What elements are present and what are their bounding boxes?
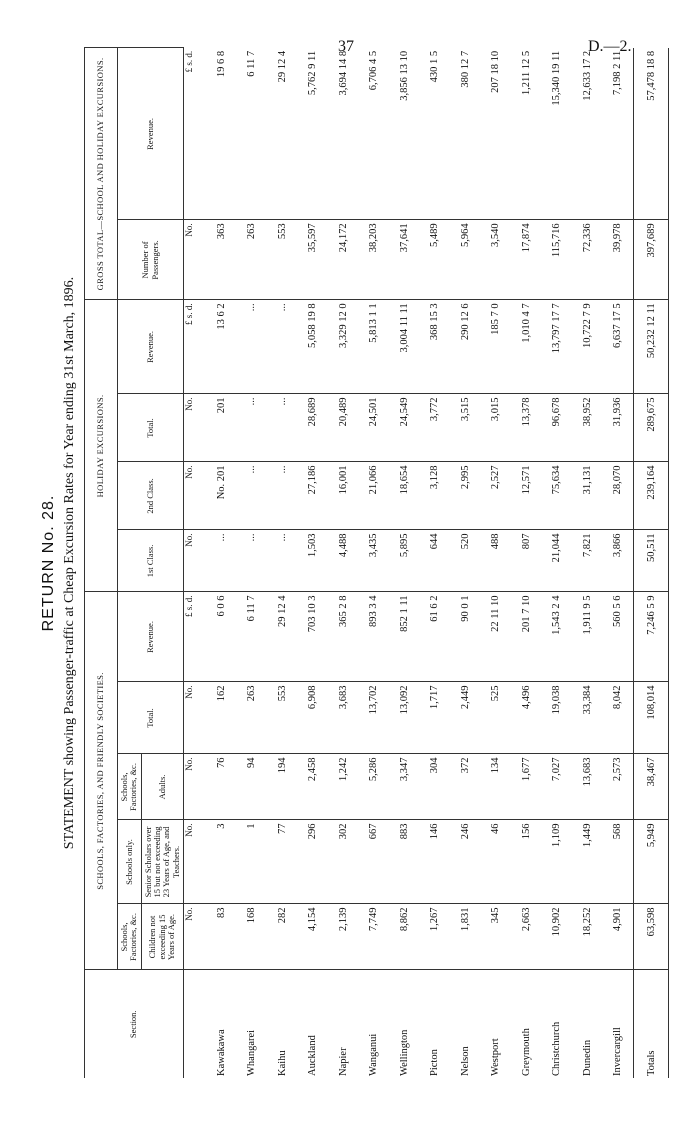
number-passengers-header: Number of Passengers.	[118, 220, 184, 300]
schools-sub3-header: Schools, Factories, &c.	[118, 754, 142, 820]
cell-g-revenue: 7,198 2 11	[603, 48, 634, 220]
section-label: Wanganui	[368, 1033, 380, 1076]
cell-second: 28,070	[603, 462, 634, 530]
cell-total: 2,449	[450, 682, 481, 754]
cell-g-number: 363	[206, 220, 237, 300]
section-name	[267, 970, 298, 1078]
cell-adults: 13,683	[572, 754, 603, 820]
section-label: Dunedin	[581, 1039, 593, 1076]
cell-total: 19,038	[542, 682, 573, 754]
table-row	[572, 48, 603, 1078]
cell-first: 3,866	[603, 530, 634, 592]
table-row	[359, 48, 390, 1078]
cell-children: 1,267	[420, 904, 451, 970]
cell-children: 1,831	[450, 904, 481, 970]
cell-first: 21,044	[542, 530, 573, 592]
cell-g-number: 37,641	[389, 220, 420, 300]
cell-g-number: 39,978	[603, 220, 634, 300]
schools-only-header: Schools only.	[118, 820, 142, 904]
section-label: Picton	[429, 1049, 441, 1076]
cell-h-total: 3,515	[450, 394, 481, 462]
cell-senior: 5,949	[634, 820, 669, 904]
units-row	[184, 48, 207, 1078]
cell-g-revenue: 6,706 4 5	[359, 48, 390, 220]
cell-h-revenue: 185 7 0	[481, 300, 512, 394]
return-number: RETURN No. 28.	[40, 494, 57, 632]
cell-revenue: 22 11 10	[481, 592, 512, 682]
cell-h-total: 31,936	[603, 394, 634, 462]
cell-senior: 1,109	[542, 820, 573, 904]
table-row	[237, 48, 268, 1078]
cell-first: 3,435	[359, 530, 390, 592]
cell-h-total: 96,678	[542, 394, 573, 462]
section-name	[450, 970, 481, 1078]
cell-revenue: 6 11 7	[237, 592, 268, 682]
cell-adults: 2,458	[298, 754, 329, 820]
table-row	[206, 48, 237, 1078]
revenue-header: Revenue.	[118, 592, 184, 682]
section-name	[634, 970, 669, 1078]
table-row	[450, 48, 481, 1078]
cell-second: ...	[237, 462, 268, 530]
schools-sub1-header: Schools, Factories, &c.	[118, 904, 142, 970]
cell-revenue: 6 0 6	[206, 592, 237, 682]
cell-g-revenue: 3,694 14 8	[328, 48, 359, 220]
table-row	[267, 48, 298, 1078]
cell-g-revenue: 207 18 10	[481, 48, 512, 220]
cell-senior: 1,449	[572, 820, 603, 904]
cell-g-number: 35,597	[298, 220, 329, 300]
cell-second: No. 201	[206, 462, 237, 530]
cell-senior: 667	[359, 820, 390, 904]
cell-total: 3,683	[328, 682, 359, 754]
table-row	[389, 48, 420, 1078]
unit-label: £ s. d.	[184, 300, 207, 394]
cell-first: 1,503	[298, 530, 329, 592]
cell-g-revenue: 15,340 19 11	[542, 48, 573, 220]
cell-first: 520	[450, 530, 481, 592]
cell-h-total: 13,378	[511, 394, 542, 462]
cell-revenue: 201 7 10	[511, 592, 542, 682]
cell-adults: 38,467	[634, 754, 669, 820]
section-name	[542, 970, 573, 1078]
cell-g-revenue: 57,478 18 8	[634, 48, 669, 220]
first-class-header: 1st Class.	[118, 530, 184, 592]
cell-h-revenue: 290 12 6	[450, 300, 481, 394]
cell-g-revenue: 29 12 4	[267, 48, 298, 220]
cell-second: 16,001	[328, 462, 359, 530]
group-holiday-header: HOLIDAY EXCURSIONS.	[85, 300, 118, 592]
cell-revenue: 90 0 1	[450, 592, 481, 682]
cell-first: ...	[267, 530, 298, 592]
section-name	[389, 970, 420, 1078]
cell-total: 13,702	[359, 682, 390, 754]
cell-revenue: 61 6 2	[420, 592, 451, 682]
cell-senior: 3	[206, 820, 237, 904]
cell-children: 4,901	[603, 904, 634, 970]
cell-senior: 883	[389, 820, 420, 904]
cell-h-total: 3,772	[420, 394, 451, 462]
cell-g-number: 115,716	[542, 220, 573, 300]
section-label: Whangarei	[246, 1029, 258, 1076]
cell-total: 13,092	[389, 682, 420, 754]
cell-g-number: 38,203	[359, 220, 390, 300]
cell-h-revenue: 1,010 4 7	[511, 300, 542, 394]
holiday-total-header: Total.	[118, 394, 184, 462]
cell-second: 31,131	[572, 462, 603, 530]
cell-g-revenue: 1,211 12 5	[511, 48, 542, 220]
unit-label: No.	[184, 820, 207, 904]
section-label: Kaihu	[276, 1050, 288, 1076]
cell-h-total: ...	[237, 394, 268, 462]
cell-adults: 1,242	[328, 754, 359, 820]
cell-h-total: 28,689	[298, 394, 329, 462]
section-label: Wellington	[398, 1029, 410, 1076]
cell-h-revenue: 13 6 2	[206, 300, 237, 394]
cell-h-total: 289,675	[634, 394, 669, 462]
cell-first: ...	[237, 530, 268, 592]
group-schools-header: SCHOOLS, FACTORIES, AND FRIENDLY SOCIETIES.	[85, 592, 118, 970]
cell-h-revenue: 10,722 7 9	[572, 300, 603, 394]
page-code: D.—2.	[588, 38, 632, 55]
cell-h-revenue: 368 15 3	[420, 300, 451, 394]
statement-title: STATEMENT showing Passenger-traffic at Cheap Excursion Rates for Year ending 31st March, 1896.	[62, 276, 77, 850]
section-label: Nelson	[459, 1046, 471, 1076]
section-header: Section.	[85, 970, 184, 1078]
excursion-table	[84, 47, 669, 1078]
cell-adults: 94	[237, 754, 268, 820]
table-row	[542, 48, 573, 1078]
section-label: Invercargill	[612, 1027, 624, 1076]
cell-h-revenue: 50,232 12 11	[634, 300, 669, 394]
cell-children: 282	[267, 904, 298, 970]
cell-h-revenue: ...	[267, 300, 298, 394]
cell-revenue: 1,911 9 5	[572, 592, 603, 682]
section-label: Totals	[645, 1050, 657, 1076]
cell-g-revenue: 12,633 17 2	[572, 48, 603, 220]
section-name	[481, 970, 512, 1078]
unit-label: No.	[184, 530, 207, 592]
table-row	[298, 48, 329, 1078]
unit-label: No.	[184, 394, 207, 462]
cell-adults: 5,286	[359, 754, 390, 820]
cell-total: 33,384	[572, 682, 603, 754]
cell-second: 3,128	[420, 462, 451, 530]
cell-children: 10,902	[542, 904, 573, 970]
section-name	[511, 970, 542, 1078]
cell-second: 18,654	[389, 462, 420, 530]
section-label: Auckland	[307, 1035, 319, 1076]
cell-g-number: 17,874	[511, 220, 542, 300]
cell-g-revenue: 19 6 8	[206, 48, 237, 220]
cell-h-total: 38,952	[572, 394, 603, 462]
total-header: Total.	[118, 682, 184, 754]
cell-g-number: 72,336	[572, 220, 603, 300]
cell-first: 7,821	[572, 530, 603, 592]
group-gross-header: GROSS TOTAL—SCHOOL AND HOLIDAY EXCURSIONS.	[85, 48, 118, 300]
cell-adults: 1,677	[511, 754, 542, 820]
cell-first: ...	[206, 530, 237, 592]
cell-h-revenue: 5,058 19 8	[298, 300, 329, 394]
units-spacer	[184, 970, 207, 1078]
table-row	[481, 48, 512, 1078]
cell-total: 8,042	[603, 682, 634, 754]
cell-senior: 146	[420, 820, 451, 904]
unit-label: No.	[184, 754, 207, 820]
cell-children: 2,139	[328, 904, 359, 970]
cell-children: 7,749	[359, 904, 390, 970]
cell-g-number: 24,172	[328, 220, 359, 300]
cell-h-total: 3,015	[481, 394, 512, 462]
cell-first: 5,895	[389, 530, 420, 592]
section-name	[237, 970, 268, 1078]
cell-first: 807	[511, 530, 542, 592]
rotated-table-container	[40, 48, 680, 1078]
cell-revenue: 852 1 11	[389, 592, 420, 682]
cell-adults: 7,027	[542, 754, 573, 820]
cell-g-number: 5,489	[420, 220, 451, 300]
totals-row	[634, 48, 669, 1078]
cell-h-total: 201	[206, 394, 237, 462]
section-name	[298, 970, 329, 1078]
unit-label: No.	[184, 682, 207, 754]
adults-header: Adults.	[141, 754, 183, 820]
cell-children: 168	[237, 904, 268, 970]
table-row	[603, 48, 634, 1078]
cell-g-revenue: 5,762 9 11	[298, 48, 329, 220]
cell-g-revenue: 3,856 13 10	[389, 48, 420, 220]
cell-h-revenue: 5,813 1 1	[359, 300, 390, 394]
cell-revenue: 365 2 8	[328, 592, 359, 682]
cell-adults: 372	[450, 754, 481, 820]
cell-h-total: ...	[267, 394, 298, 462]
cell-first: 50,511	[634, 530, 669, 592]
cell-g-revenue: 430 1 5	[420, 48, 451, 220]
section-label: Westport	[490, 1038, 502, 1076]
section-name	[328, 970, 359, 1078]
cell-senior: 302	[328, 820, 359, 904]
cell-second: 2,527	[481, 462, 512, 530]
section-label: Napier	[337, 1047, 349, 1076]
cell-adults: 194	[267, 754, 298, 820]
cell-second: 75,634	[542, 462, 573, 530]
cell-total: 525	[481, 682, 512, 754]
cell-g-revenue: 380 12 7	[450, 48, 481, 220]
cell-children: 83	[206, 904, 237, 970]
cell-g-number: 3,540	[481, 220, 512, 300]
cell-revenue: 560 5 6	[603, 592, 634, 682]
cell-revenue: 1,543 2 4	[542, 592, 573, 682]
cell-revenue: 893 3 4	[359, 592, 390, 682]
cell-total: 4,496	[511, 682, 542, 754]
section-name	[359, 970, 390, 1078]
section-label: Greymouth	[520, 1028, 532, 1076]
unit-label: No.	[184, 220, 207, 300]
cell-g-revenue: 6 11 7	[237, 48, 268, 220]
cell-h-revenue: 6,637 17 5	[603, 300, 634, 394]
cell-second: 21,066	[359, 462, 390, 530]
second-class-header: 2nd Class.	[118, 462, 184, 530]
table-row	[328, 48, 359, 1078]
cell-children: 18,252	[572, 904, 603, 970]
cell-h-revenue: ...	[237, 300, 268, 394]
cell-adults: 76	[206, 754, 237, 820]
table-row	[511, 48, 542, 1078]
gross-revenue-header: Revenue.	[118, 48, 184, 220]
cell-total: 1,717	[420, 682, 451, 754]
cell-senior: 156	[511, 820, 542, 904]
page-number: 37	[338, 38, 354, 55]
cell-adults: 3,347	[389, 754, 420, 820]
section-name	[603, 970, 634, 1078]
unit-label: £ s. d.	[184, 48, 207, 220]
unit-label: No.	[184, 904, 207, 970]
cell-senior: 246	[450, 820, 481, 904]
cell-h-total: 24,501	[359, 394, 390, 462]
cell-children: 4,154	[298, 904, 329, 970]
cell-g-number: 397,689	[634, 220, 669, 300]
cell-total: 108,014	[634, 682, 669, 754]
cell-revenue: 29 12 4	[267, 592, 298, 682]
cell-senior: 1	[237, 820, 268, 904]
cell-h-revenue: 3,329 12 0	[328, 300, 359, 394]
cell-second: 2,995	[450, 462, 481, 530]
senior-header: Senior Scholars over 15 but not exceeding 23 Years of Age, and Teachers.	[141, 820, 183, 904]
cell-children: 63,598	[634, 904, 669, 970]
cell-revenue: 703 10 3	[298, 592, 329, 682]
cell-children: 8,862	[389, 904, 420, 970]
cell-second: 27,186	[298, 462, 329, 530]
section-name	[420, 970, 451, 1078]
cell-adults: 134	[481, 754, 512, 820]
cell-total: 263	[237, 682, 268, 754]
cell-second: ...	[267, 462, 298, 530]
children-header: Children not exceeding 15 Years of Age.	[141, 904, 183, 970]
cell-senior: 568	[603, 820, 634, 904]
unit-label: £ s. d.	[184, 592, 207, 682]
cell-children: 2,663	[511, 904, 542, 970]
section-name	[572, 970, 603, 1078]
cell-total: 6,908	[298, 682, 329, 754]
cell-revenue: 7,246 5 9	[634, 592, 669, 682]
cell-g-number: 5,964	[450, 220, 481, 300]
cell-first: 644	[420, 530, 451, 592]
holiday-revenue-header: Revenue.	[118, 300, 184, 394]
cell-g-number: 553	[267, 220, 298, 300]
cell-total: 162	[206, 682, 237, 754]
cell-senior: 77	[267, 820, 298, 904]
cell-h-revenue: 13,797 17 7	[542, 300, 573, 394]
section-label: Christchurch	[551, 1021, 563, 1076]
cell-g-number: 263	[237, 220, 268, 300]
unit-label: No.	[184, 462, 207, 530]
cell-children: 345	[481, 904, 512, 970]
cell-total: 553	[267, 682, 298, 754]
cell-senior: 296	[298, 820, 329, 904]
cell-second: 239,164	[634, 462, 669, 530]
cell-first: 488	[481, 530, 512, 592]
table-row	[420, 48, 451, 1078]
cell-h-revenue: 3,004 11 11	[389, 300, 420, 394]
cell-adults: 2,573	[603, 754, 634, 820]
cell-h-total: 24,549	[389, 394, 420, 462]
section-name	[206, 970, 237, 1078]
cell-senior: 46	[481, 820, 512, 904]
cell-first: 4,488	[328, 530, 359, 592]
section-label: Kawakawa	[215, 1029, 227, 1076]
cell-second: 12,571	[511, 462, 542, 530]
cell-h-total: 20,489	[328, 394, 359, 462]
cell-adults: 304	[420, 754, 451, 820]
